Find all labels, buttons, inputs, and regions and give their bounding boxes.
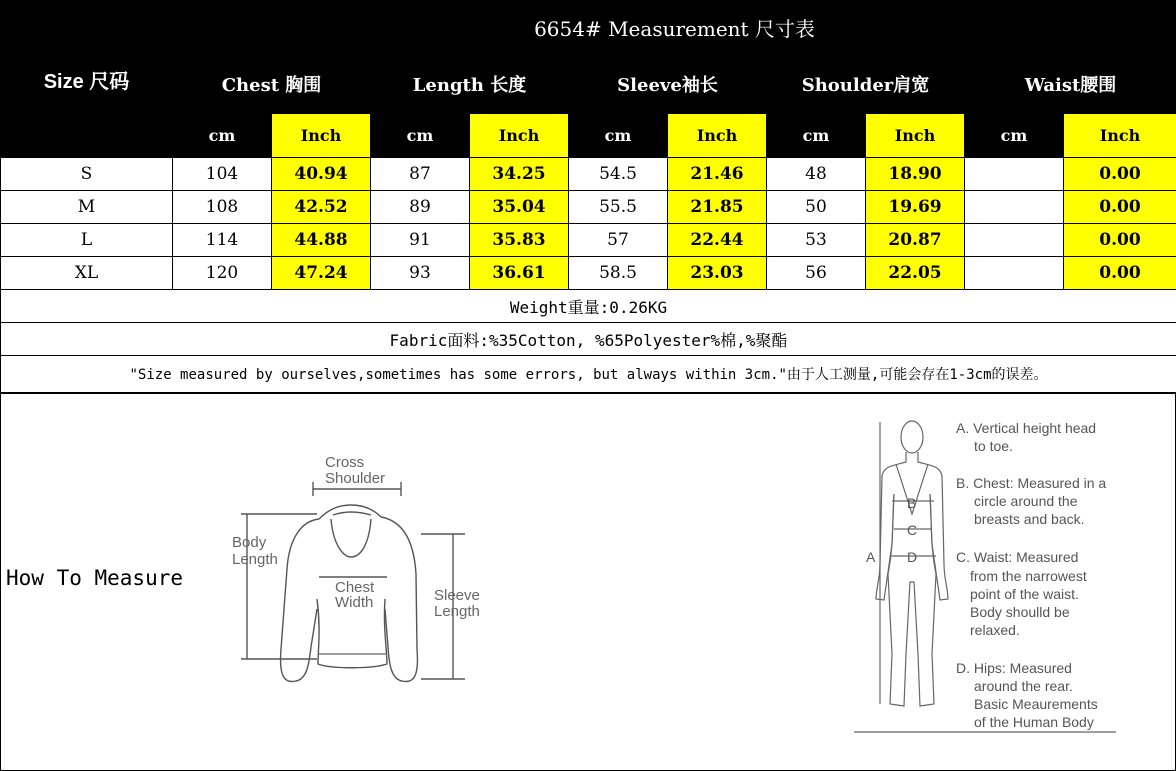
- sleeve-inch-cell: 21.85: [668, 191, 767, 224]
- marker-c: C: [907, 522, 918, 538]
- figure-head: [901, 421, 923, 453]
- unit-inch-header: Inch: [866, 114, 965, 158]
- sleeve-length-label-2: Length: [434, 603, 480, 620]
- table-row: [1, 224, 1176, 257]
- unit-cm-header: cm: [965, 114, 1064, 158]
- note-b-line-2: circle around the: [974, 493, 1078, 509]
- note-d-line-3: Basic Meaurements: [974, 696, 1098, 712]
- marker-a: A: [866, 549, 876, 565]
- waist-cm-cell: [965, 158, 1064, 191]
- shoulder-inch-cell: 22.05: [866, 257, 965, 290]
- unit-cm-header: cm: [173, 114, 272, 158]
- how-to-measure-label: How To Measure: [6, 566, 184, 590]
- length-inch-cell: 35.83: [470, 224, 569, 257]
- chest-group-header: Chest 胸围: [173, 54, 371, 114]
- note-d-line-2: around the rear.: [974, 678, 1073, 694]
- sleeve-group-header: Sleeve袖长: [569, 54, 767, 114]
- note-b-line-3: breasts and back.: [974, 511, 1085, 527]
- sleeve-cm-cell: 58.5: [569, 257, 668, 290]
- unit-inch-header: Inch: [668, 114, 767, 158]
- marker-d: D: [907, 549, 918, 565]
- body-length-label-2: Length: [232, 551, 278, 568]
- unit-cm-header: cm: [371, 114, 470, 158]
- marker-b: B: [907, 495, 917, 511]
- size-cell: S: [1, 158, 173, 191]
- waist-inch-cell: 0.00: [1064, 224, 1176, 257]
- chest-inch-cell: 47.24: [272, 257, 371, 290]
- chest-inch-cell: 44.88: [272, 224, 371, 257]
- chest-inch-cell: 40.94: [272, 158, 371, 191]
- length-group-header: Length 长度: [371, 54, 569, 114]
- shoulder-cm-cell: 50: [767, 191, 866, 224]
- measurement-note: "Size measured by ourselves,sometimes has some errors, but always within 3cm."由于人工测量,可能会存在1-3cm的误差。: [1, 356, 1176, 393]
- sleeve-length-label-1: Sleeve: [434, 587, 480, 604]
- chest-width-label-1: Chest: [335, 579, 375, 596]
- note-c-line-1: C. Waist: Measured: [956, 549, 1079, 565]
- note-c-line-3: point of the waist.: [970, 586, 1079, 602]
- chest-cm-cell: 104: [173, 158, 272, 191]
- length-cm-cell: 91: [371, 224, 470, 257]
- sleeve-cm-cell: 54.5: [569, 158, 668, 191]
- neckline-outline: [331, 519, 371, 557]
- chest-cm-cell: 114: [173, 224, 272, 257]
- sleeve-inch-cell: 21.46: [668, 158, 767, 191]
- shoulder-inch-cell: 20.87: [866, 224, 965, 257]
- length-cm-cell: 93: [371, 257, 470, 290]
- unit-inch-header: Inch: [1064, 114, 1176, 158]
- table-row: [1, 191, 1176, 224]
- unit-inch-header: Inch: [272, 114, 371, 158]
- body-measurement-diagram: [846, 404, 1166, 739]
- waist-inch-cell: 0.00: [1064, 257, 1176, 290]
- note-c-line-2: from the narrowest: [970, 568, 1087, 584]
- waist-cm-cell: [965, 191, 1064, 224]
- note-a-line-1: A. Vertical height head: [956, 420, 1097, 436]
- length-cm-cell: 87: [371, 158, 470, 191]
- waist-inch-cell: 0.00: [1064, 158, 1176, 191]
- sleeve-inch-cell: 22.44: [668, 224, 767, 257]
- chart-title: 6654# Measurement 尺寸表: [173, 1, 1176, 54]
- left-sleeve-outline: [281, 519, 319, 682]
- note-c-line-5: relaxed.: [970, 622, 1020, 638]
- unit-inch-header: Inch: [470, 114, 569, 158]
- shoulder-cm-cell: 53: [767, 224, 866, 257]
- sweater-diagram: [221, 449, 501, 689]
- note-d-line-1: D. Hips: Measured: [956, 660, 1072, 676]
- sleeve-cm-cell: 55.5: [569, 191, 668, 224]
- weight-row: Weight重量:0.26KG: [1, 290, 1176, 323]
- waist-group-header: Waist腰围: [965, 54, 1176, 114]
- shoulder-group-header: Shoulder肩宽: [767, 54, 965, 114]
- unit-cm-header: cm: [767, 114, 866, 158]
- waist-cm-cell: [965, 257, 1064, 290]
- chest-cm-cell: 108: [173, 191, 272, 224]
- length-inch-cell: 35.04: [470, 191, 569, 224]
- table-row: [1, 257, 1176, 290]
- note-b-line-1: B. Chest: Measured in a: [956, 475, 1107, 491]
- note-d-line-4: of the Human Body: [974, 714, 1094, 730]
- size-header: Size 尺码: [1, 1, 173, 158]
- cross-shoulder-label-1: Cross: [325, 454, 365, 471]
- length-inch-cell: 36.61: [470, 257, 569, 290]
- size-cell: L: [1, 224, 173, 257]
- collar-outline: [333, 512, 371, 515]
- chest-inch-cell: 42.52: [272, 191, 371, 224]
- note-a-line-2: to toe.: [974, 438, 1013, 454]
- size-cell: XL: [1, 257, 173, 290]
- length-inch-cell: 34.25: [470, 158, 569, 191]
- shoulder-cm-cell: 56: [767, 257, 866, 290]
- unit-cm-header: cm: [569, 114, 668, 158]
- cross-shoulder-label-2: Shoulder: [325, 470, 386, 487]
- table-row: [1, 158, 1176, 191]
- size-cell: M: [1, 191, 173, 224]
- body-length-label-1: Body: [232, 534, 267, 551]
- waist-inch-cell: 0.00: [1064, 191, 1176, 224]
- fabric-row: Fabric面料:%35Cotton, %65Polyester%棉,%聚酯: [1, 323, 1176, 356]
- length-cm-cell: 89: [371, 191, 470, 224]
- shoulder-inch-cell: 19.69: [866, 191, 965, 224]
- shoulder-cm-cell: 48: [767, 158, 866, 191]
- shoulder-inch-cell: 18.90: [866, 158, 965, 191]
- sleeve-inch-cell: 23.03: [668, 257, 767, 290]
- chest-cm-cell: 120: [173, 257, 272, 290]
- note-c-line-4: Body shoulld be: [970, 604, 1070, 620]
- chest-width-label-2: Width: [335, 594, 374, 611]
- how-to-measure-section: [0, 393, 1176, 771]
- waist-cm-cell: [965, 224, 1064, 257]
- sleeve-cm-cell: 57: [569, 224, 668, 257]
